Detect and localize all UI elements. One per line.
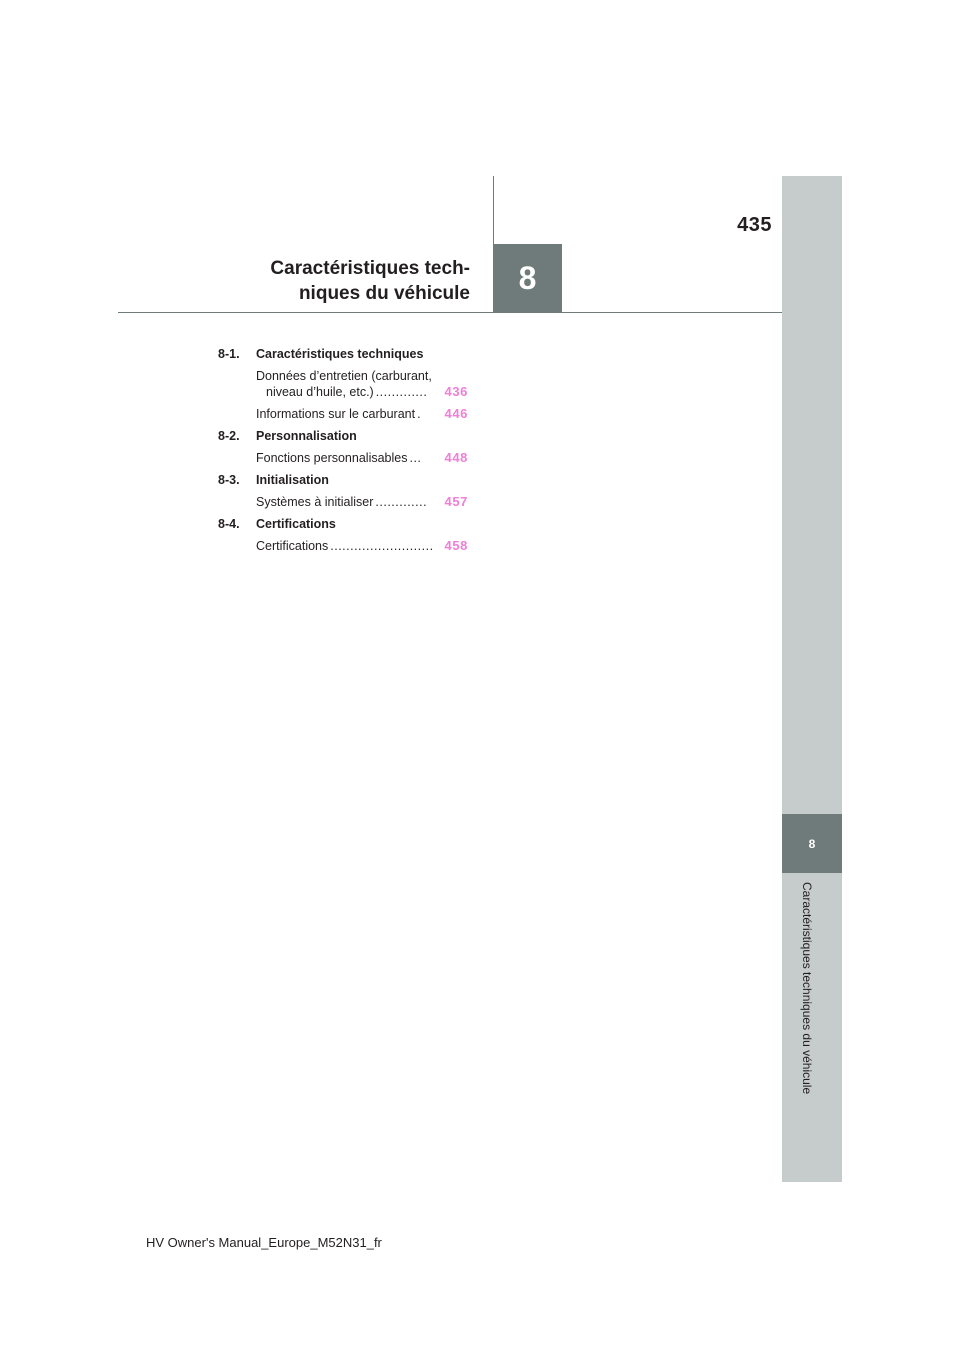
toc-entry-text: niveau d’huile, etc.) — [266, 385, 374, 399]
toc-leader-dots: ............. — [375, 495, 428, 509]
toc-section-number: 8-3. — [218, 473, 240, 487]
chapter-number-box: 8 — [493, 244, 562, 313]
toc-page-link[interactable]: 457 — [444, 494, 468, 509]
toc-leader-dots: ... — [409, 451, 422, 465]
toc-section-number: 8-1. — [218, 347, 240, 361]
toc-section-heading — [218, 472, 468, 488]
footer-manual-id: HV Owner's Manual_Europe_M52N31_fr — [146, 1235, 382, 1250]
toc-entry[interactable] — [256, 494, 468, 510]
side-tab-chapter-number: 8 — [782, 814, 842, 873]
toc-entry-text: Systèmes à initialiser — [256, 495, 374, 509]
toc-page-link[interactable]: 436 — [444, 384, 468, 399]
toc-leader-dots: . — [417, 407, 422, 421]
toc-section-number: 8-2. — [218, 429, 240, 443]
chapter-title-line1: Caractéristiques tech- — [270, 258, 470, 279]
toc-section-title: Caractéristiques techniques — [256, 347, 424, 361]
side-tab-chapter-label: Caractéristiques techniques du véhicule — [800, 882, 814, 1095]
toc-entry[interactable] — [256, 406, 468, 422]
toc-section-title: Personnalisation — [256, 429, 357, 443]
table-of-contents — [218, 346, 468, 560]
toc-page-link[interactable]: 448 — [444, 450, 468, 465]
toc-section-title: Certifications — [256, 517, 336, 531]
toc-leader-dots: ............. — [375, 385, 428, 399]
toc-entry-text: Fonctions personnalisables — [256, 451, 408, 465]
toc-entry-text: Certifications — [256, 539, 329, 553]
header-rule — [118, 312, 782, 313]
toc-entry-text: Informations sur le carburant — [256, 407, 416, 421]
toc-section-title: Initialisation — [256, 473, 329, 487]
toc-section-heading — [218, 428, 468, 444]
chapter-title — [180, 256, 470, 306]
toc-entry[interactable] — [256, 450, 468, 466]
toc-entry-text: Données d’entretien (carburant, — [256, 369, 432, 383]
toc-entry[interactable] — [256, 368, 468, 400]
toc-leader-dots: .......................... — [330, 539, 434, 553]
toc-page-link[interactable]: 458 — [444, 538, 468, 553]
page-number: 435 — [737, 214, 772, 236]
toc-section-number: 8-4. — [218, 517, 240, 531]
chapter-title-line2: niques du véhicule — [298, 283, 470, 304]
toc-entry[interactable] — [256, 538, 468, 554]
toc-section-heading — [218, 516, 468, 532]
toc-page-link[interactable]: 446 — [444, 406, 468, 421]
toc-section-heading — [218, 346, 468, 362]
header-divider — [493, 176, 494, 244]
